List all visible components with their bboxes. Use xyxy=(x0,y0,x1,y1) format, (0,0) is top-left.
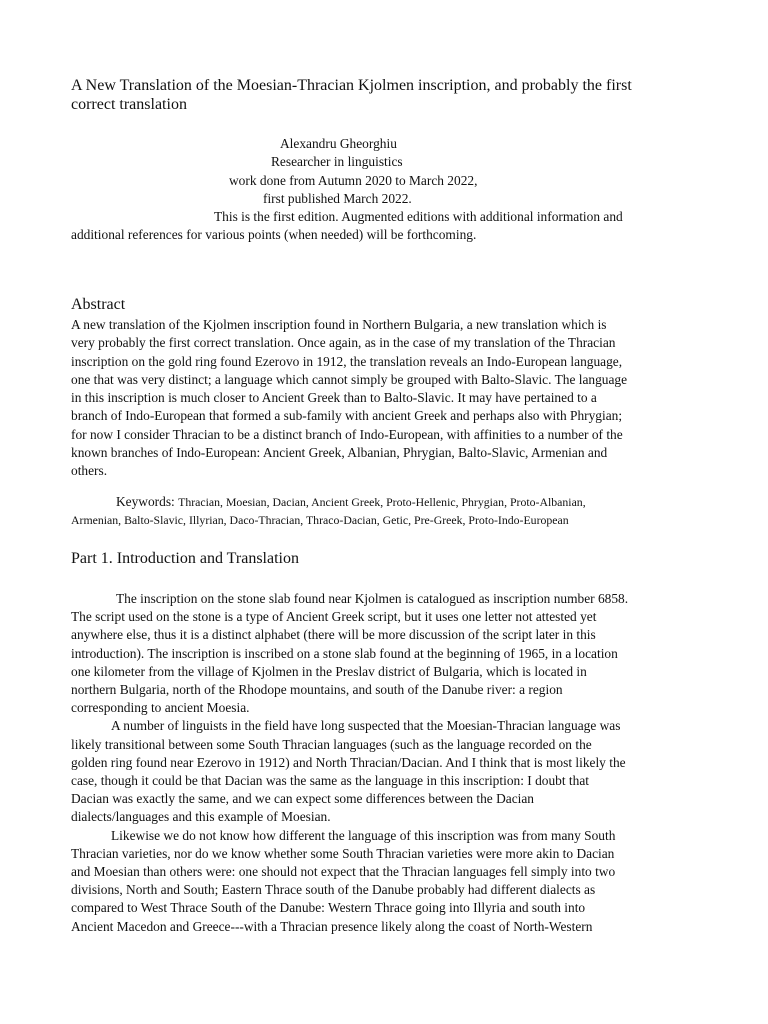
paragraph-line: golden ring found near Ezerovo in 1912) and North Thracian/Dacian. And I think that is most likely the xyxy=(71,754,626,770)
author-role: Researcher in linguistics xyxy=(271,154,403,170)
title-line-1: A New Translation of the Moesian-Thracian Kjolmen inscription, and probably the first xyxy=(71,77,632,94)
paragraph-line: Likewise we do not know how different the language of this inscription was from many South xyxy=(111,827,616,843)
paragraph-line: one kilometer from the village of Kjolmen in the Preslav district of Bulgaria, which is located in xyxy=(71,663,587,679)
abstract-line: for now I consider Thracian to be a distinct branch of Indo-European, with affinities to a number of the xyxy=(71,426,623,442)
paragraph-line: and Moesian than others were: one should not expect that the Thracian languages fell simply into two xyxy=(71,864,616,880)
paragraph-line: compared to West Thrace South of the Danube: Western Thrace going into Illyria and south into xyxy=(71,900,586,916)
abstract-heading: Abstract xyxy=(71,296,126,313)
section-heading-part-1: Part 1. Introduction and Translation xyxy=(71,550,299,567)
abstract-line: in this inscription is much closer to Ancient Greek than to Balto-Slavic. It may have pertained to a xyxy=(71,390,597,406)
section-body xyxy=(71,590,701,936)
paragraph-line: introduction). The inscription is inscribed on a stone slab found at the beginning of 1965, in a location xyxy=(71,645,618,661)
edition-note-line-1: This is the first edition. Augmented editions with additional information and xyxy=(214,209,623,225)
paragraph-line: northern Bulgaria, north of the Rhodope mountains, and south of the Danube river: a region xyxy=(71,682,563,698)
paragraph-line: likely transitional between some South Thracian languages (such as the language recorded on the xyxy=(71,736,592,752)
work-dates: work done from Autumn 2020 to March 2022, xyxy=(229,172,478,188)
publication-date: first published March 2022. xyxy=(263,190,412,206)
abstract-line: one that was very distinct; a language which cannot simply be grouped with Balto-Slavic. The language xyxy=(71,371,628,387)
keywords-list-line-2: Armenian, Balto-Slavic, Illyrian, Daco-Thracian, Thraco-Dacian, Getic, Pre-Greek, Proto-Indo-European xyxy=(71,513,569,528)
paragraph-line: The inscription on the stone slab found near Kjolmen is catalogued as inscription number 6858. xyxy=(116,591,629,606)
title-line-2: correct translation xyxy=(71,96,187,113)
paragraph xyxy=(71,717,701,826)
keywords-section xyxy=(71,493,701,530)
paragraph-line: anywhere else, thus it is a distinct alphabet (there will be more discussion of the script later in this xyxy=(71,627,596,643)
paragraph-line: A number of linguists in the field have long suspected that the Moesian-Thracian language was xyxy=(111,718,621,734)
paragraph-line: Ancient Macedon and Greece---with a Thracian presence likely along the coast of North-Western xyxy=(71,918,593,934)
abstract-line: very probably the first correct translation. Once again, as in the case of my translation of the Thracian xyxy=(71,335,616,351)
paragraph-line: divisions, North and South; Eastern Thrace south of the Danube probably had different dialects as xyxy=(71,882,596,898)
paragraph xyxy=(71,590,701,717)
paragraph-line: Dacian was exactly the same, and we can expect some differences between the Dacian xyxy=(71,791,534,807)
paragraph-line: dialects/languages and this example of Moesian. xyxy=(71,809,331,825)
abstract-line: known branches of Indo-European: Ancient Greek, Albanian, Phrygian, Balto-Slavic, Armenian and xyxy=(71,445,608,461)
paragraph xyxy=(71,827,701,936)
paragraph-line: Thracian varieties, nor do we know whether some South Thracian varieties were more akin to Dacian xyxy=(71,845,615,861)
keywords-list-line-1: Thracian, Moesian, Dacian, Ancient Greek, Proto-Hellenic, Phrygian, Proto-Albanian, xyxy=(178,495,586,509)
keywords-label: Keywords: xyxy=(116,494,175,509)
abstract-text xyxy=(71,316,701,481)
author-block xyxy=(71,135,701,245)
abstract-line: A new translation of the Kjolmen inscription found in Northern Bulgaria, a new translation which is xyxy=(71,317,607,332)
abstract-line: branch of Indo-European that formed a sub-family with ancient Greek and perhaps also with Phrygian; xyxy=(71,408,623,424)
edition-note-line-2: additional references for various points (when needed) will be forthcoming. xyxy=(71,227,477,243)
paragraph-line: The script used on the stone is a type of Ancient Greek script, but it uses one letter not attested yet xyxy=(71,609,597,625)
paragraph-line: case, though it could be that Dacian was the same as the language in this inscription: I doubt that xyxy=(71,773,590,789)
paragraph-line: corresponding to ancient Moesia. xyxy=(71,700,250,716)
author-name: Alexandru Gheorghiu xyxy=(280,136,397,151)
abstract-line: others. xyxy=(71,463,108,479)
abstract-line: inscription on the gold ring found Ezerovo in 1912, the translation reveals an Indo-European language, xyxy=(71,353,623,369)
paper-title xyxy=(71,76,701,114)
